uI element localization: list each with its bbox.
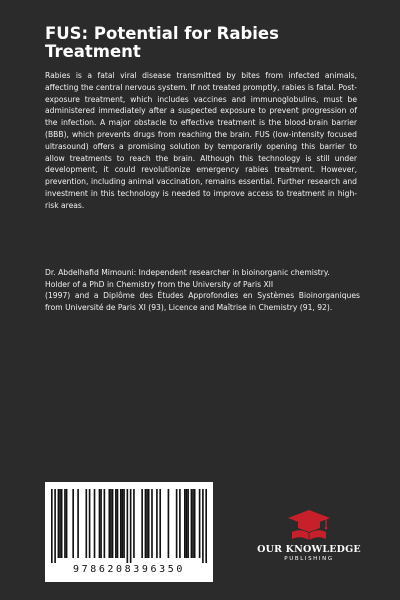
barcode-bar [130, 489, 132, 563]
author-bio [45, 267, 360, 313]
barcode-bar [117, 489, 119, 558]
barcode-bar [104, 489, 106, 558]
barcode-bar [202, 489, 204, 563]
barcode-bar [156, 489, 158, 558]
isbn-barcode [45, 482, 213, 582]
barcode-bar [205, 489, 207, 563]
barcode-bar [192, 489, 194, 558]
barcode-bar [194, 489, 196, 558]
barcode-bar [186, 489, 188, 558]
barcode-bar [89, 489, 91, 558]
author-bio-line-3: (1997) and a Diplôme des Études Approfondies en Systèmes Bioinorganiques [45, 291, 360, 301]
book-title: FUS: Potential for Rabies Treatment [45, 24, 279, 61]
barcode-bar [85, 489, 87, 558]
barcode-bar [112, 489, 114, 558]
author-bio-line-4: from Université de Paris XI (93), Licence and Maîtrise in Chemistry (91, 92). [45, 302, 333, 312]
barcode-bar [122, 489, 124, 558]
barcode-bar [61, 489, 63, 558]
barcode-bar [168, 489, 170, 558]
barcode-bar [145, 489, 147, 558]
barcode-bar [146, 489, 148, 558]
barcode-bar [99, 489, 101, 558]
barcode-bar [151, 489, 153, 558]
graduation-cap-book-icon [284, 508, 334, 542]
barcode-bar [127, 489, 129, 563]
barcode-bar [141, 489, 143, 558]
publisher-subtitle: PUBLISHING [284, 556, 334, 562]
barcode-bar [100, 489, 102, 558]
barcode-bar [108, 489, 110, 558]
barcode-bar [123, 489, 125, 558]
barcode-bar [64, 489, 66, 558]
barcode-bar [179, 489, 181, 558]
barcode-bar [115, 489, 117, 558]
barcode-bar [148, 489, 150, 558]
book-description: Rabies is a fatal viral disease transmitted by bites from infected animals, affecting the central nervous system. If not treated promptly, rabies is fatal. Post-exposure treatment, which includes vaccines and immunoglobulins, must be administered immediately after a suspected exposure to prevent progression of the infection. A major obstacle to effective treatment is the blood-brain barrier (BBB), which prevents drugs from reaching the brain. FUS (low-intensity focused ultrasound) offers a promising solution by temporarily opening this barrier to allow treatments to reach the brain. Although this technology is still under development, it could revolutionize emergency rabies treatment. However, prevention, including animal vaccination, remains essential. Further research and investment in this technology is needed to improve access to treatment in high-risk areas. [45, 71, 357, 210]
author-bio-line-2: Holder of a PhD in Chemistry from the University of Paris XII [45, 279, 274, 289]
barcode-bar [59, 489, 61, 558]
publisher-logo [254, 508, 364, 578]
barcode-bar [54, 489, 56, 563]
barcode-bar [159, 489, 161, 558]
barcode-bar [176, 489, 178, 558]
barcode-bars [51, 489, 207, 563]
barcode-bar [66, 489, 68, 558]
barcode-bar [110, 489, 112, 558]
isbn-number: 9786208396350 [72, 564, 186, 575]
publisher-name: OUR KNOWLEDGE [257, 544, 361, 555]
barcode-bar [120, 489, 122, 558]
barcode-bar [94, 489, 96, 558]
barcode-bar [133, 489, 135, 558]
barcode-bar [58, 489, 60, 558]
barcode-bar [51, 489, 53, 563]
barcode-bar [77, 489, 79, 558]
barcode-bar [184, 489, 186, 558]
author-bio-line-1: Dr. Abdelhafid Mimouni: Independent researcher in bioinorganic chemistry. [45, 268, 330, 277]
barcode-bar [199, 489, 201, 558]
barcode-bar [191, 489, 193, 558]
barcode-bar [72, 489, 74, 558]
barcode-bar [187, 489, 189, 558]
